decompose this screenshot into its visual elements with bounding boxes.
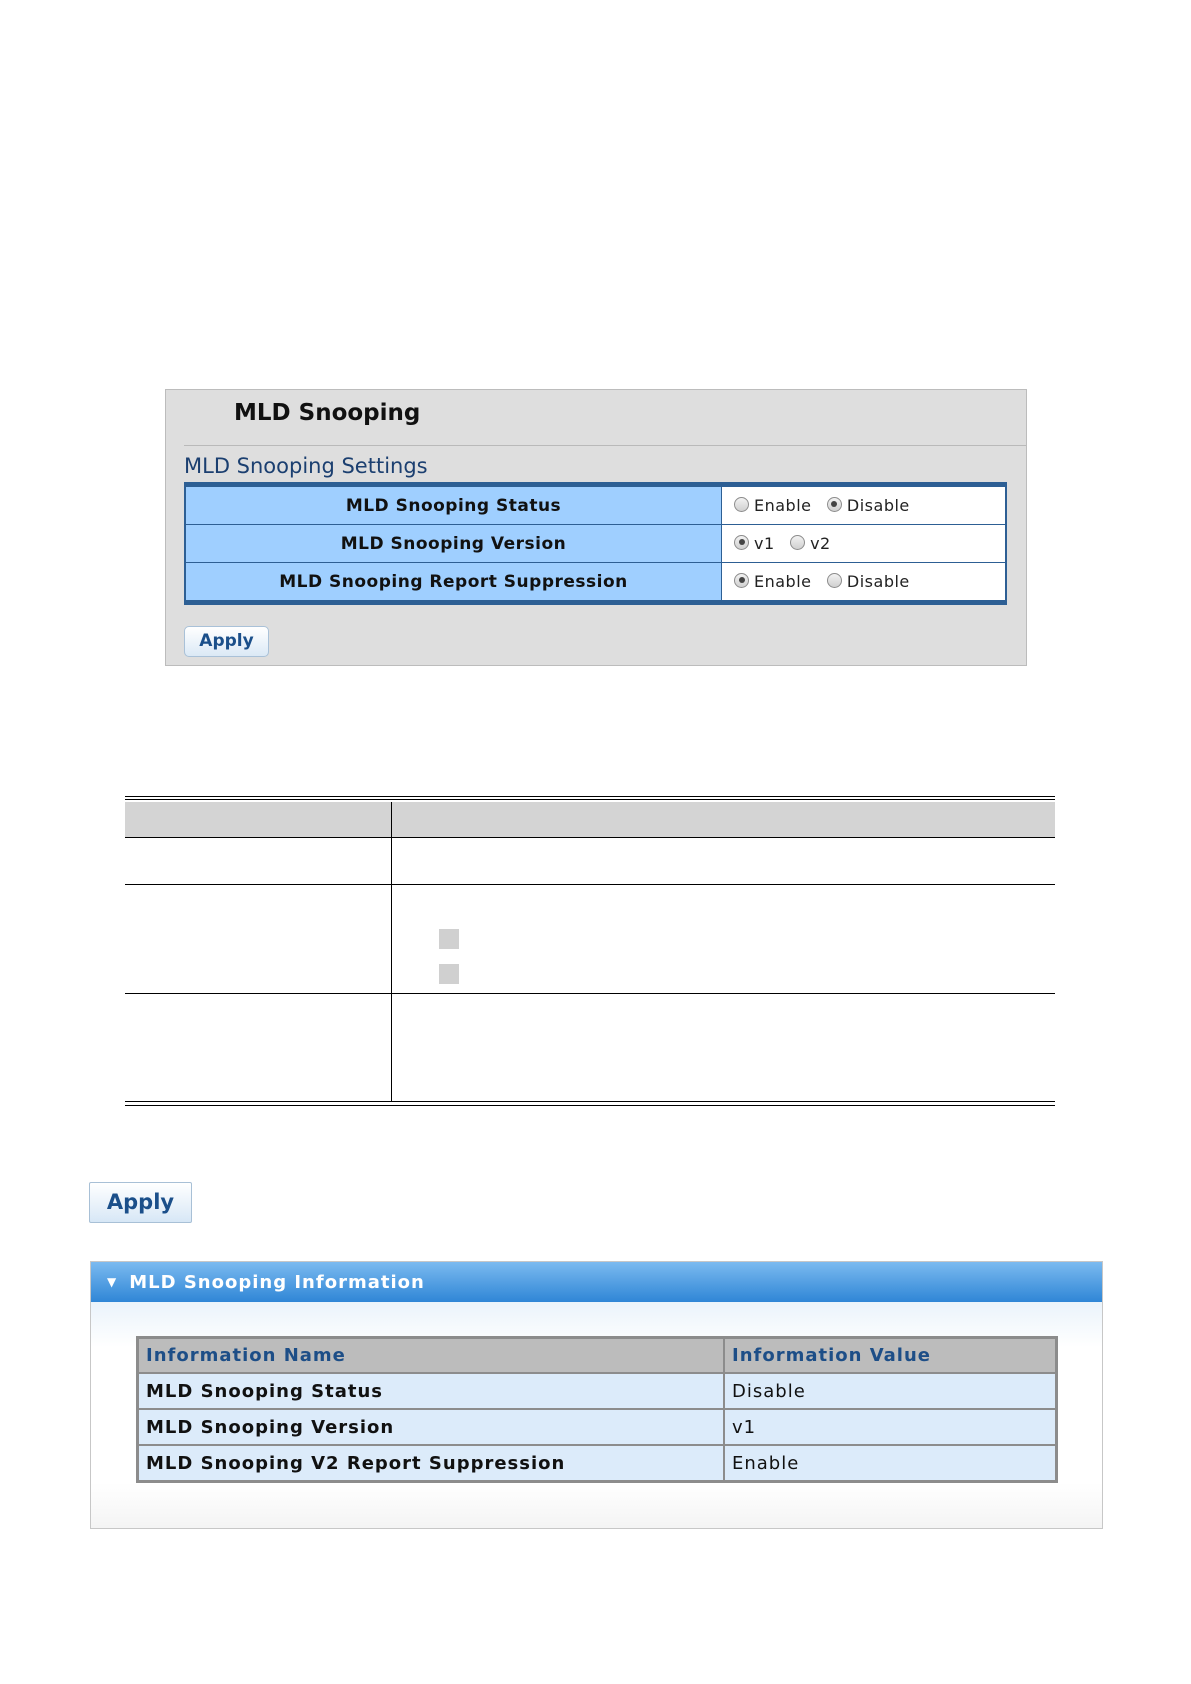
option-label: Disable xyxy=(846,495,910,515)
title-divider xyxy=(184,445,1026,446)
option-label: v2 xyxy=(810,533,831,553)
status-enable-radio[interactable] xyxy=(734,497,749,512)
table-row xyxy=(138,1373,1057,1409)
settings-table xyxy=(184,482,1007,605)
column-header-value: Information Value xyxy=(724,1338,1057,1374)
information-name: MLD Snooping Version xyxy=(138,1409,725,1445)
information-title: MLD Snooping Information xyxy=(129,1272,425,1293)
information-value: Enable xyxy=(724,1445,1057,1482)
bullet-icon xyxy=(439,929,459,949)
table-row xyxy=(138,1445,1057,1482)
option-label: v1 xyxy=(754,533,775,553)
apply-button-large[interactable]: Apply xyxy=(89,1182,192,1223)
column-header-name: Information Name xyxy=(138,1338,725,1374)
information-name: MLD Snooping Status xyxy=(138,1373,725,1409)
settings-section-title: MLD Snooping Settings xyxy=(184,454,428,478)
option-label: Enable xyxy=(754,571,812,591)
mld-snooping-information-panel xyxy=(90,1261,1103,1529)
option-label: Enable xyxy=(754,495,812,515)
setting-value xyxy=(722,563,1007,603)
page-title: MLD Snooping xyxy=(234,400,421,426)
setting-label: MLD Snooping Report Suppression xyxy=(185,563,722,603)
bullet-icon xyxy=(439,964,459,984)
version-v2-radio[interactable] xyxy=(790,535,805,550)
suppression-disable-radio[interactable] xyxy=(827,573,842,588)
setting-row-version xyxy=(185,525,1006,563)
status-enable-option[interactable] xyxy=(734,496,812,515)
version-v1-radio[interactable] xyxy=(734,535,749,550)
version-v2-option[interactable] xyxy=(790,534,831,553)
information-table xyxy=(136,1336,1058,1483)
setting-value xyxy=(722,525,1007,563)
description-table xyxy=(125,796,1055,1111)
setting-value xyxy=(722,485,1007,525)
suppression-enable-option[interactable] xyxy=(734,572,812,591)
information-header-bar[interactable] xyxy=(91,1262,1102,1302)
setting-row-report-suppression xyxy=(185,563,1006,603)
setting-label: MLD Snooping Status xyxy=(185,485,722,525)
information-body xyxy=(91,1302,1102,1528)
collapse-arrow-icon[interactable]: ▼ xyxy=(107,1275,118,1289)
apply-button[interactable]: Apply xyxy=(184,626,269,657)
information-name: MLD Snooping V2 Report Suppression xyxy=(138,1445,725,1482)
option-label: Disable xyxy=(846,571,910,591)
information-value: v1 xyxy=(724,1409,1057,1445)
mld-snooping-panel xyxy=(165,389,1027,666)
suppression-enable-radio[interactable] xyxy=(734,573,749,588)
table-row xyxy=(138,1409,1057,1445)
status-disable-radio[interactable] xyxy=(827,497,842,512)
information-table-header xyxy=(138,1338,1057,1374)
suppression-disable-option[interactable] xyxy=(827,572,910,591)
status-disable-option[interactable] xyxy=(827,496,910,515)
description-table-header xyxy=(125,802,1055,837)
version-v1-option[interactable] xyxy=(734,534,775,553)
setting-row-status xyxy=(185,485,1006,525)
setting-label: MLD Snooping Version xyxy=(185,525,722,563)
information-value: Disable xyxy=(724,1373,1057,1409)
